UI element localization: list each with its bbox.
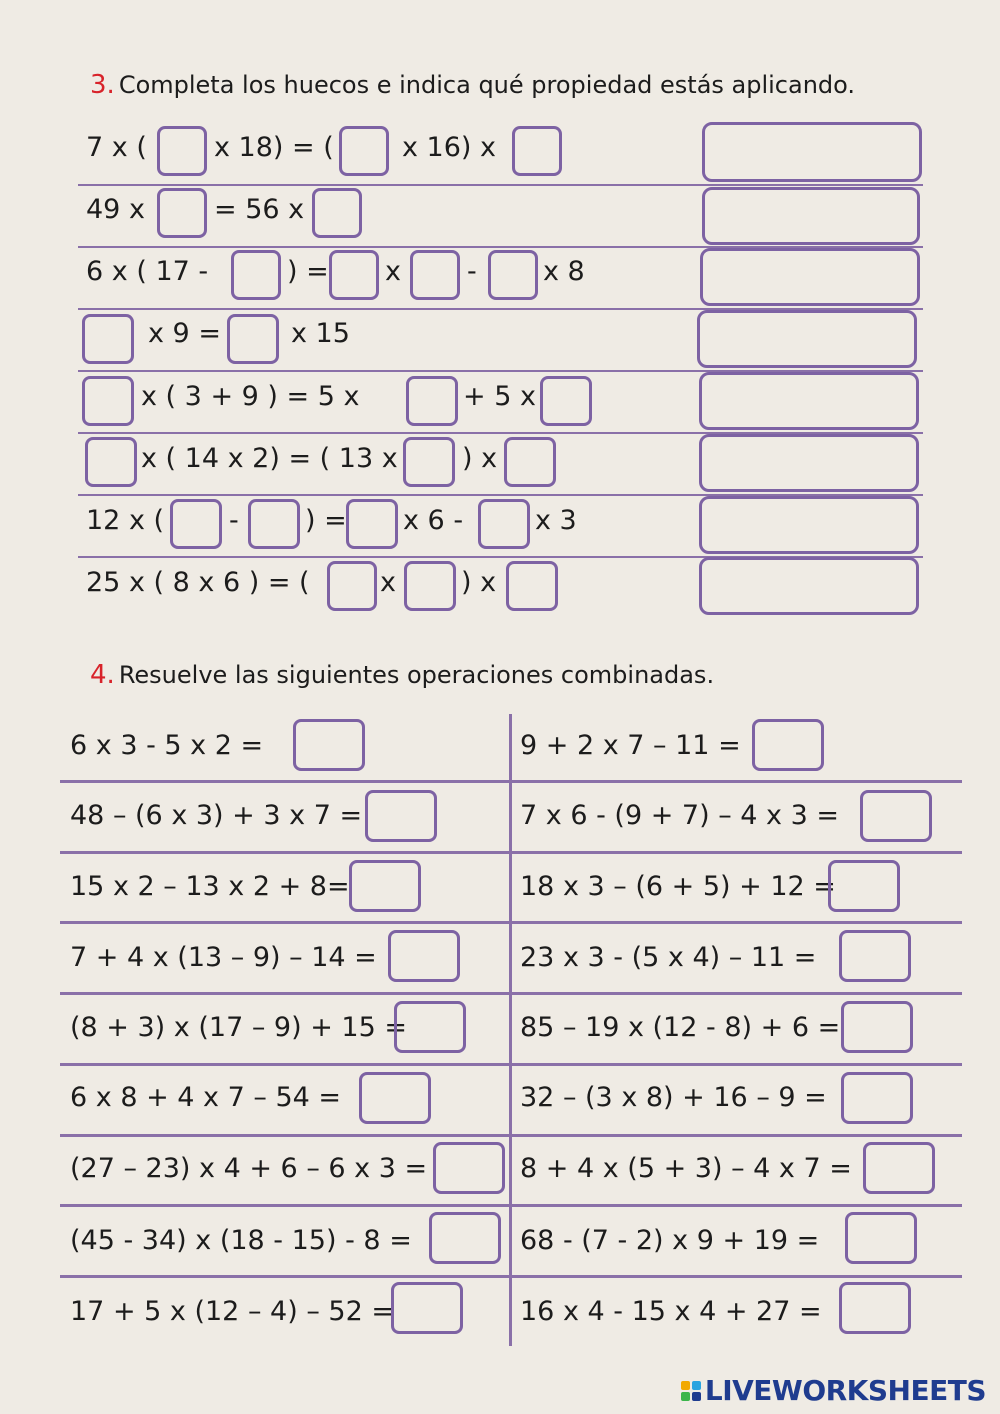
property-answer-box[interactable]	[699, 496, 919, 554]
section-4-heading: Resuelve las siguientes operaciones combinadas.	[118, 661, 715, 689]
row-divider	[60, 780, 962, 783]
gap-input[interactable]	[504, 437, 556, 487]
row-divider	[60, 1134, 962, 1137]
property-answer-box[interactable]	[702, 122, 922, 182]
operation-text: 18 x 3 – (6 + 5) + 12 =	[520, 871, 836, 902]
property-answer-box[interactable]	[699, 557, 919, 615]
gap-input[interactable]	[157, 126, 207, 176]
result-input[interactable]	[429, 1212, 501, 1264]
section-4-number: 4.	[90, 660, 115, 690]
expression-text: -	[229, 505, 239, 536]
expression-text: 7 x (	[86, 132, 147, 163]
expression-text: x 18) = (	[214, 132, 334, 163]
gap-input[interactable]	[346, 499, 398, 549]
expression-text: x ( 3 + 9 ) = 5 x	[141, 381, 360, 412]
gap-input[interactable]	[540, 376, 592, 426]
operation-text: (27 – 23) x 4 + 6 – 6 x 3 =	[70, 1153, 428, 1184]
row-divider	[60, 851, 962, 854]
row-divider	[60, 1063, 962, 1066]
gap-input[interactable]	[157, 188, 207, 238]
property-answer-box[interactable]	[699, 434, 919, 492]
gap-input[interactable]	[512, 126, 562, 176]
expression-text: ) x	[461, 567, 497, 598]
liveworksheets-logo[interactable]	[681, 1374, 986, 1407]
operation-text: 17 + 5 x (12 – 4) – 52 =	[70, 1296, 394, 1327]
operation-text: 16 x 4 - 15 x 4 + 27 =	[520, 1296, 822, 1327]
property-answer-box[interactable]	[702, 187, 920, 245]
result-input[interactable]	[841, 1001, 913, 1053]
gap-input[interactable]	[410, 250, 460, 300]
gap-input[interactable]	[488, 250, 538, 300]
result-input[interactable]	[860, 790, 932, 842]
result-input[interactable]	[365, 790, 437, 842]
column-divider	[509, 714, 512, 1346]
expression-text: ) =	[287, 256, 329, 287]
gap-input[interactable]	[312, 188, 362, 238]
operation-text: 7 + 4 x (13 – 9) – 14 =	[70, 942, 377, 973]
operation-text: 68 - (7 - 2) x 9 + 19 =	[520, 1225, 820, 1256]
expression-text: x ( 14 x 2) = ( 13 x	[141, 443, 398, 474]
row-divider	[60, 1204, 962, 1207]
result-input[interactable]	[359, 1072, 431, 1124]
section-3-title	[90, 70, 855, 100]
expression-text: x 6 -	[403, 505, 464, 536]
result-input[interactable]	[863, 1142, 935, 1194]
property-answer-box[interactable]	[699, 372, 919, 430]
row-divider	[78, 184, 923, 186]
gap-input[interactable]	[248, 499, 300, 549]
result-input[interactable]	[391, 1282, 463, 1334]
row-divider	[60, 992, 962, 995]
gap-input[interactable]	[170, 499, 222, 549]
gap-input[interactable]	[329, 250, 379, 300]
row-divider	[60, 1275, 962, 1278]
expression-text: x 16) x	[402, 132, 497, 163]
expression-text: x 8	[543, 256, 585, 287]
operation-text: 32 – (3 x 8) + 16 – 9 =	[520, 1082, 827, 1113]
section-4-title	[90, 660, 714, 690]
operation-text: 15 x 2 – 13 x 2 + 8=	[70, 871, 350, 902]
gap-input[interactable]	[404, 561, 456, 611]
expression-text: x 15	[291, 318, 350, 349]
operation-text: 9 + 2 x 7 – 11 =	[520, 730, 741, 761]
result-input[interactable]	[839, 930, 911, 982]
operation-text: 6 x 3 - 5 x 2 =	[70, 730, 264, 761]
gap-input[interactable]	[227, 314, 279, 364]
expression-text: = 56 x	[214, 194, 305, 225]
result-input[interactable]	[752, 719, 824, 771]
gap-input[interactable]	[327, 561, 377, 611]
gap-input[interactable]	[82, 314, 134, 364]
result-input[interactable]	[293, 719, 365, 771]
result-input[interactable]	[433, 1142, 505, 1194]
result-input[interactable]	[845, 1212, 917, 1264]
row-divider	[60, 921, 962, 924]
result-input[interactable]	[839, 1282, 911, 1334]
expression-text: x	[385, 256, 401, 287]
expression-text: 25 x ( 8 x 6 ) = (	[86, 567, 310, 598]
operation-text: 8 + 4 x (5 + 3) – 4 x 7 =	[520, 1153, 852, 1184]
operation-text: (8 + 3) x (17 – 9) + 15 =	[70, 1012, 407, 1043]
result-input[interactable]	[349, 860, 421, 912]
operation-text: 6 x 8 + 4 x 7 – 54 =	[70, 1082, 342, 1113]
result-input[interactable]	[394, 1001, 466, 1053]
expression-text: x	[380, 567, 396, 598]
expression-text: x 9 =	[148, 318, 221, 349]
section-3-heading: Completa los huecos e indica qué propiedad estás aplicando.	[118, 71, 856, 99]
expression-text: x 3	[535, 505, 577, 536]
property-answer-box[interactable]	[697, 310, 917, 368]
expression-text: 49 x	[86, 194, 145, 225]
expression-text: ) =	[305, 505, 347, 536]
gap-input[interactable]	[82, 376, 134, 426]
gap-input[interactable]	[506, 561, 558, 611]
result-input[interactable]	[828, 860, 900, 912]
operation-text: (45 - 34) x (18 - 15) - 8 =	[70, 1225, 412, 1256]
logo-grid-icon	[681, 1381, 701, 1401]
gap-input[interactable]	[339, 126, 389, 176]
property-answer-box[interactable]	[700, 248, 920, 306]
expression-text: + 5 x	[463, 381, 536, 412]
expression-text: -	[467, 256, 477, 287]
expression-text: 6 x ( 17 -	[86, 256, 209, 287]
gap-input[interactable]	[231, 250, 281, 300]
operation-text: 48 – (6 x 3) + 3 x 7 =	[70, 800, 363, 831]
gap-input[interactable]	[403, 437, 455, 487]
operation-text: 7 x 6 - (9 + 7) – 4 x 3 =	[520, 800, 839, 831]
section-3-number: 3.	[90, 70, 115, 100]
operation-text: 85 – 19 x (12 - 8) + 6 =	[520, 1012, 841, 1043]
expression-text: ) x	[462, 443, 498, 474]
gap-input[interactable]	[406, 376, 458, 426]
operation-text: 23 x 3 - (5 x 4) – 11 =	[520, 942, 817, 973]
brand-text: LIVEWORKSHEETS	[704, 1374, 986, 1407]
expression-text: 12 x (	[86, 505, 165, 536]
result-input[interactable]	[388, 930, 460, 982]
gap-input[interactable]	[478, 499, 530, 549]
result-input[interactable]	[841, 1072, 913, 1124]
gap-input[interactable]	[85, 437, 137, 487]
